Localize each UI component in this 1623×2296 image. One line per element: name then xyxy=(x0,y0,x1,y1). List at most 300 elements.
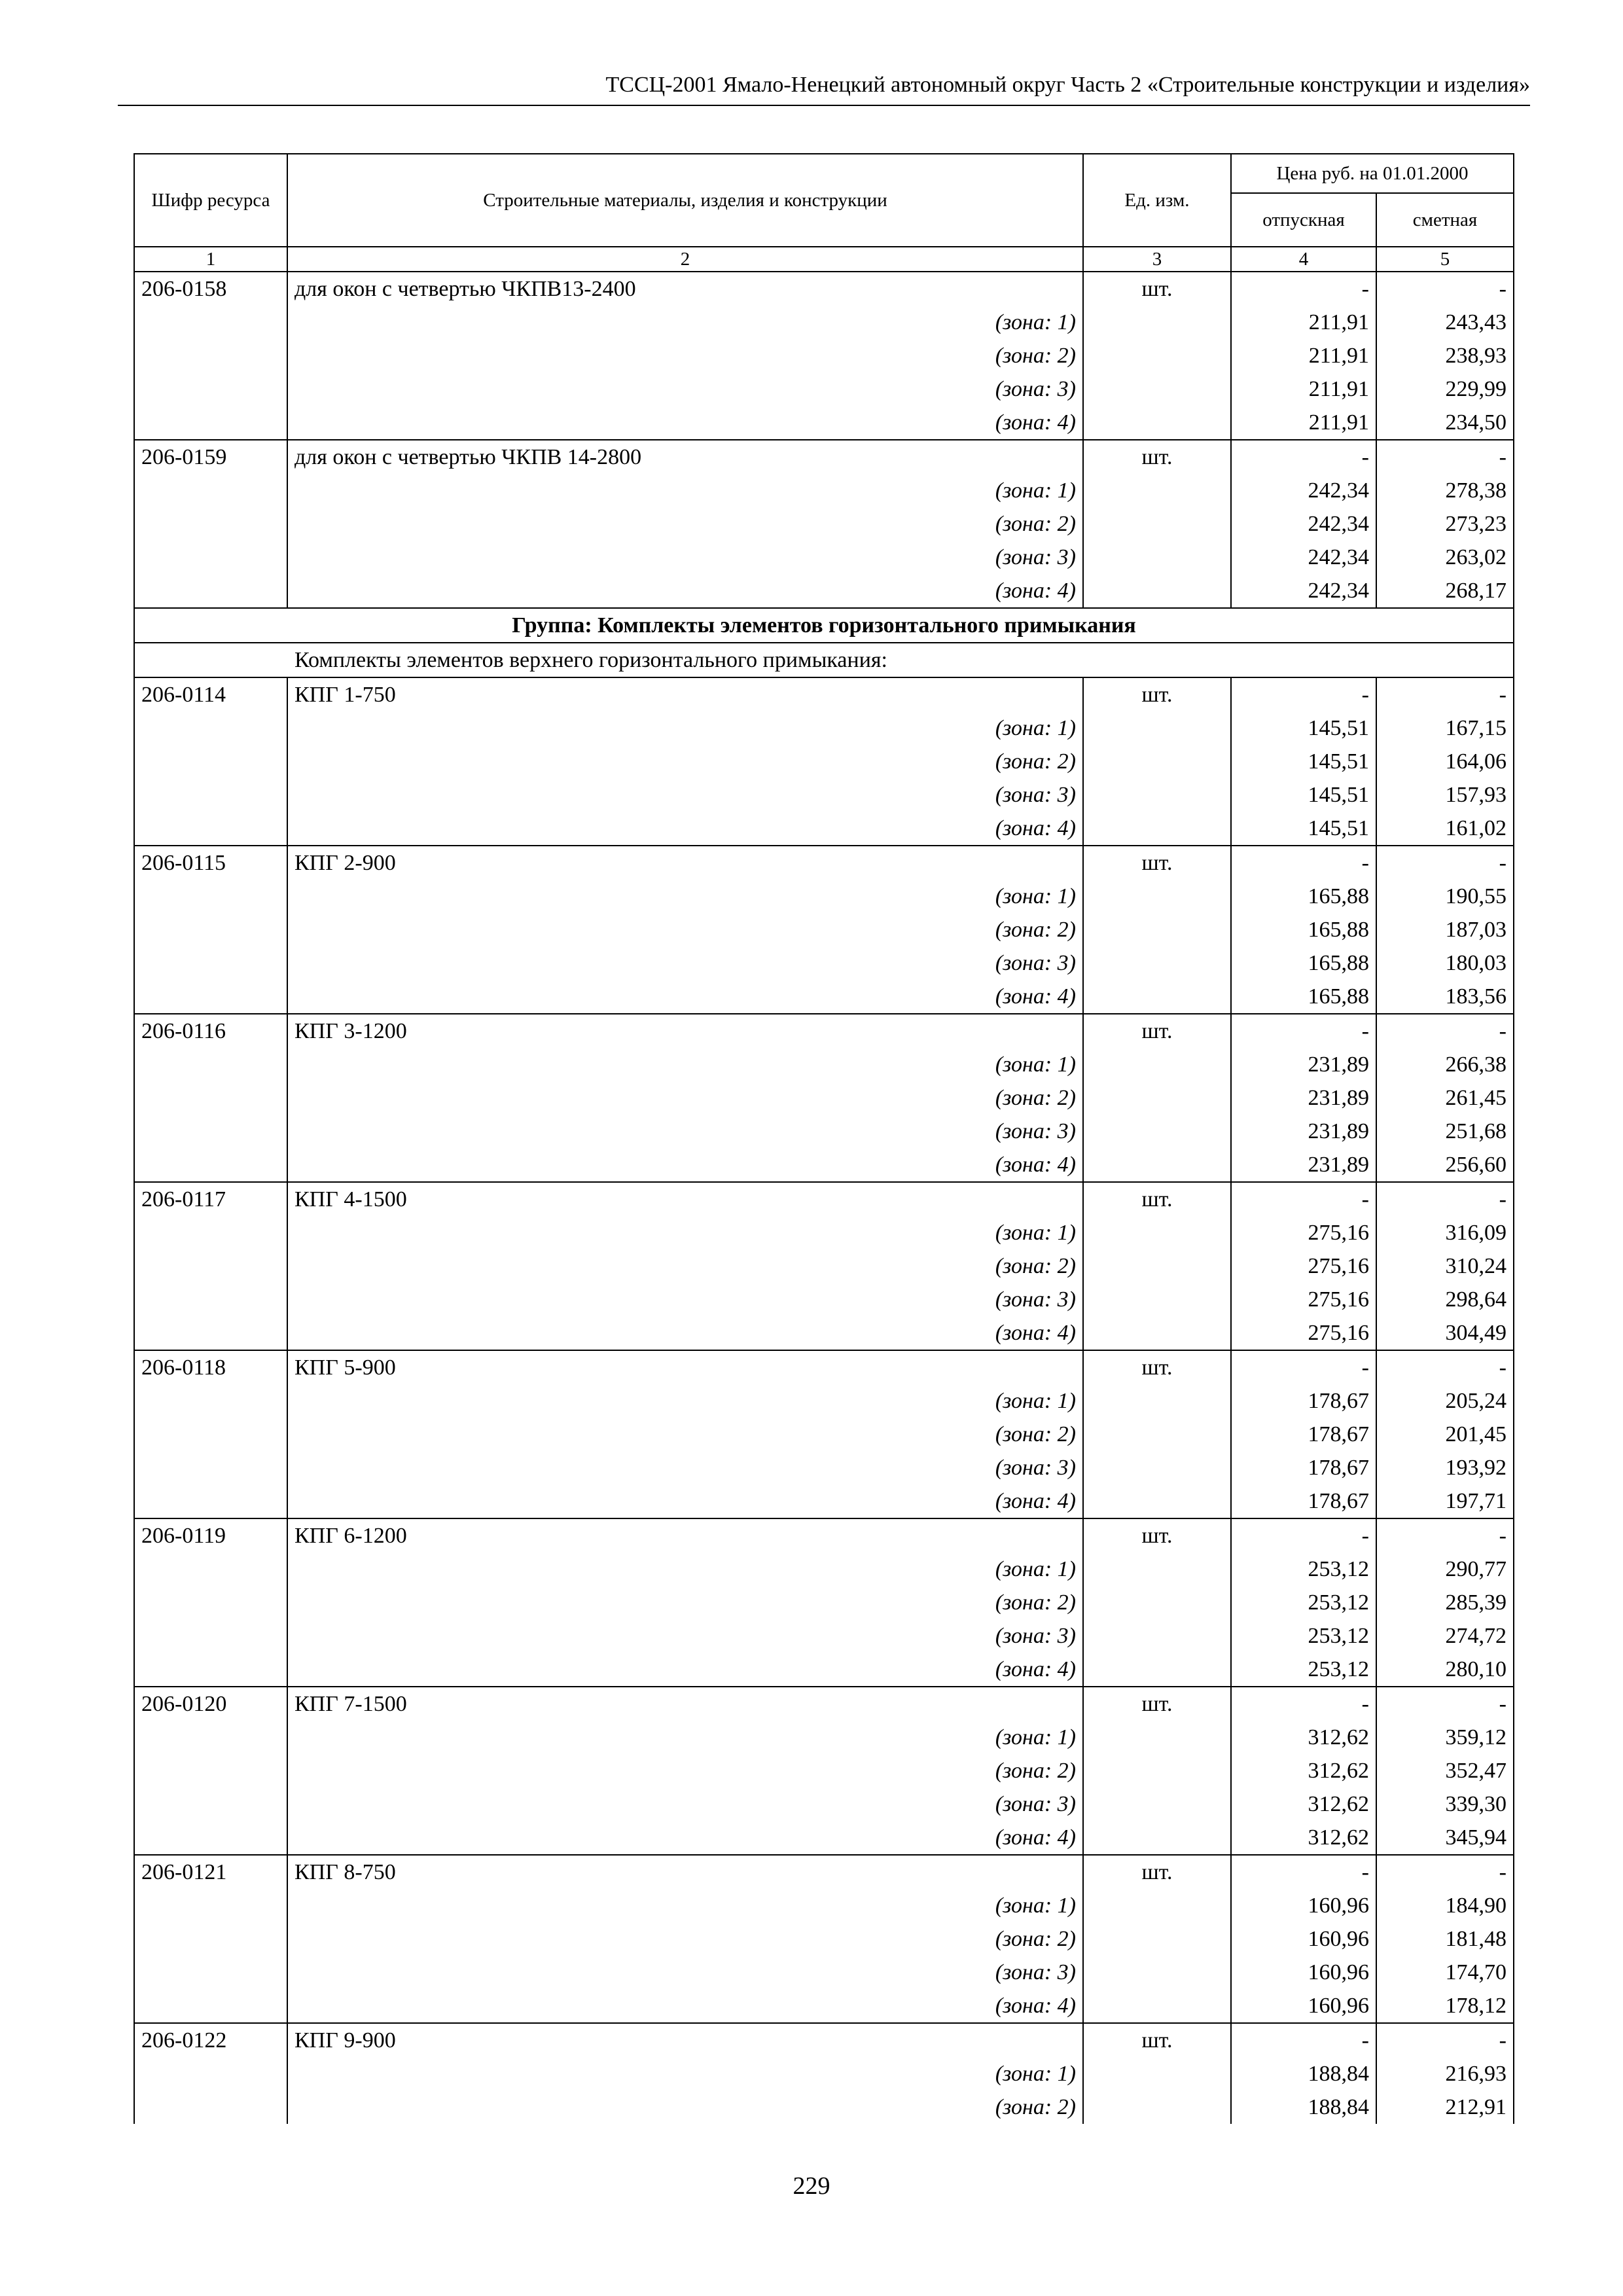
estimate-price: 190,55 xyxy=(1376,880,1514,913)
estimate-price: 256,60 xyxy=(1376,1148,1514,1182)
empty-cell xyxy=(134,1451,287,1484)
running-header: ТССЦ-2001 Ямало-Ненецкий автономный округ Часть 2 «Строительные конструкции и изделия» xyxy=(605,73,1530,97)
release-price: 242,34 xyxy=(1231,474,1376,507)
release-price: 145,51 xyxy=(1231,778,1376,812)
empty-cell xyxy=(134,913,287,946)
unit-cell: шт. xyxy=(1083,846,1231,880)
zone-row xyxy=(134,1418,1514,1451)
material-name: КПГ 1-750 xyxy=(287,677,1083,711)
col-header-code: Шифр ресурса xyxy=(134,154,287,247)
estimate-price: 261,45 xyxy=(1376,1081,1514,1115)
empty-cell xyxy=(134,574,287,608)
empty-cell xyxy=(1083,474,1231,507)
empty-cell xyxy=(1083,507,1231,541)
empty-cell xyxy=(1083,541,1231,574)
estimate-price: 193,92 xyxy=(1376,1451,1514,1484)
release-price: 275,16 xyxy=(1231,1216,1376,1249)
items-before-group xyxy=(134,272,1514,608)
release-price: 145,51 xyxy=(1231,745,1376,778)
empty-cell xyxy=(134,711,287,745)
zone-row xyxy=(134,812,1514,846)
estimate-price: 290,77 xyxy=(1376,1552,1514,1586)
zone-label: (зона: 1) xyxy=(287,1384,1083,1418)
estimate-price: - xyxy=(1376,846,1514,880)
table-row xyxy=(134,1855,1514,1889)
zone-row xyxy=(134,1922,1514,1956)
release-price: - xyxy=(1231,1687,1376,1721)
col-number: 3 xyxy=(1083,247,1231,272)
empty-cell xyxy=(134,1249,287,1283)
estimate-price: 157,93 xyxy=(1376,778,1514,812)
unit-cell: шт. xyxy=(1083,440,1231,474)
release-price: - xyxy=(1231,1350,1376,1384)
empty-cell xyxy=(1083,980,1231,1014)
empty-cell xyxy=(134,1989,287,2023)
empty-cell xyxy=(1083,1048,1231,1081)
empty-cell xyxy=(1083,913,1231,946)
estimate-price: 229,99 xyxy=(1376,372,1514,406)
zone-row xyxy=(134,711,1514,745)
resource-code: 206-0115 xyxy=(134,846,287,880)
col-number: 4 xyxy=(1231,247,1376,272)
resource-code: 206-0116 xyxy=(134,1014,287,1048)
empty-cell xyxy=(134,1384,287,1418)
zone-row xyxy=(134,1956,1514,1989)
zone-row xyxy=(134,1384,1514,1418)
zone-row xyxy=(134,1316,1514,1350)
release-price: 160,96 xyxy=(1231,1889,1376,1922)
zone-row xyxy=(134,1889,1514,1922)
empty-cell xyxy=(134,980,287,1014)
zone-row xyxy=(134,1552,1514,1586)
estimate-price: 238,93 xyxy=(1376,339,1514,372)
zone-label: (зона: 3) xyxy=(287,541,1083,574)
empty-cell xyxy=(134,474,287,507)
empty-cell xyxy=(134,306,287,339)
release-price: 145,51 xyxy=(1231,711,1376,745)
release-price: 253,12 xyxy=(1231,1653,1376,1687)
estimate-price: 316,09 xyxy=(1376,1216,1514,1249)
estimate-price: - xyxy=(1376,1350,1514,1384)
zone-row xyxy=(134,1249,1514,1283)
table-row xyxy=(134,272,1514,306)
empty-cell xyxy=(1083,1249,1231,1283)
zone-label: (зона: 2) xyxy=(287,913,1083,946)
zone-label: (зона: 4) xyxy=(287,980,1083,1014)
estimate-price: 298,64 xyxy=(1376,1283,1514,1316)
resource-code: 206-0121 xyxy=(134,1855,287,1889)
zone-label: (зона: 2) xyxy=(287,1249,1083,1283)
estimate-price: 278,38 xyxy=(1376,474,1514,507)
zone-label: (зона: 1) xyxy=(287,1216,1083,1249)
release-price: - xyxy=(1231,2023,1376,2057)
zone-label: (зона: 3) xyxy=(287,1283,1083,1316)
estimate-price: 164,06 xyxy=(1376,745,1514,778)
zone-label: (зона: 2) xyxy=(287,1081,1083,1115)
subgroup-title: Комплекты элементов верхнего горизонтального примыкания: xyxy=(134,643,1514,677)
material-name: для окон с четвертью ЧКПВ 14-2800 xyxy=(287,440,1083,474)
estimate-price: 243,43 xyxy=(1376,306,1514,339)
zone-label: (зона: 2) xyxy=(287,745,1083,778)
empty-cell xyxy=(134,812,287,846)
release-price: 242,34 xyxy=(1231,541,1376,574)
zone-row xyxy=(134,1081,1514,1115)
zone-label: (зона: 3) xyxy=(287,1787,1083,1821)
resource-code: 206-0120 xyxy=(134,1687,287,1721)
items-after-group xyxy=(134,677,1514,2124)
estimate-price: 197,71 xyxy=(1376,1484,1514,1518)
zone-row xyxy=(134,2090,1514,2124)
zone-label: (зона: 1) xyxy=(287,1552,1083,1586)
empty-cell xyxy=(134,1787,287,1821)
estimate-price: 345,94 xyxy=(1376,1821,1514,1855)
estimate-price: 212,91 xyxy=(1376,2090,1514,2124)
estimate-price: 310,24 xyxy=(1376,1249,1514,1283)
material-name: КПГ 5-900 xyxy=(287,1350,1083,1384)
release-price: 231,89 xyxy=(1231,1048,1376,1081)
release-price: 253,12 xyxy=(1231,1586,1376,1619)
empty-cell xyxy=(1083,1922,1231,1956)
estimate-price: 181,48 xyxy=(1376,1922,1514,1956)
empty-cell xyxy=(1083,946,1231,980)
release-price: 211,91 xyxy=(1231,372,1376,406)
estimate-price: 285,39 xyxy=(1376,1586,1514,1619)
unit-cell: шт. xyxy=(1083,1855,1231,1889)
resource-code: 206-0159 xyxy=(134,440,287,474)
release-price: 165,88 xyxy=(1231,946,1376,980)
release-price: - xyxy=(1231,1014,1376,1048)
zone-label: (зона: 4) xyxy=(287,406,1083,440)
zone-row xyxy=(134,1283,1514,1316)
release-price: - xyxy=(1231,1518,1376,1552)
estimate-price: 268,17 xyxy=(1376,574,1514,608)
zone-label: (зона: 1) xyxy=(287,880,1083,913)
release-price: 178,67 xyxy=(1231,1418,1376,1451)
release-price: 165,88 xyxy=(1231,913,1376,946)
empty-cell xyxy=(134,1754,287,1787)
page-number: 229 xyxy=(793,2172,830,2200)
empty-cell xyxy=(1083,2090,1231,2124)
empty-cell xyxy=(1083,1956,1231,1989)
release-price: 312,62 xyxy=(1231,1721,1376,1754)
zone-label: (зона: 1) xyxy=(287,711,1083,745)
col-number: 5 xyxy=(1376,247,1514,272)
estimate-price: 167,15 xyxy=(1376,711,1514,745)
empty-cell xyxy=(1083,778,1231,812)
empty-cell xyxy=(134,880,287,913)
zone-label: (зона: 2) xyxy=(287,2090,1083,2124)
resource-code: 206-0117 xyxy=(134,1182,287,1216)
release-price: 231,89 xyxy=(1231,1081,1376,1115)
empty-cell xyxy=(1083,406,1231,440)
estimate-price: 251,68 xyxy=(1376,1115,1514,1148)
estimate-price: 184,90 xyxy=(1376,1889,1514,1922)
empty-cell xyxy=(1083,1889,1231,1922)
zone-label: (зона: 3) xyxy=(287,372,1083,406)
estimate-price: - xyxy=(1376,1855,1514,1889)
release-price: 312,62 xyxy=(1231,1754,1376,1787)
empty-cell xyxy=(1083,1821,1231,1855)
release-price: 275,16 xyxy=(1231,1316,1376,1350)
unit-cell: шт. xyxy=(1083,1014,1231,1048)
zone-row xyxy=(134,306,1514,339)
zone-row xyxy=(134,946,1514,980)
estimate-price: 273,23 xyxy=(1376,507,1514,541)
zone-label: (зона: 2) xyxy=(287,1586,1083,1619)
zone-row xyxy=(134,1451,1514,1484)
table-row xyxy=(134,677,1514,711)
zone-row xyxy=(134,913,1514,946)
empty-cell xyxy=(1083,1754,1231,1787)
release-price: 211,91 xyxy=(1231,339,1376,372)
estimate-price: 280,10 xyxy=(1376,1653,1514,1687)
estimate-price: 263,02 xyxy=(1376,541,1514,574)
empty-cell xyxy=(134,507,287,541)
zone-label: (зона: 2) xyxy=(287,1922,1083,1956)
empty-cell xyxy=(134,1889,287,1922)
table-row xyxy=(134,1014,1514,1048)
zone-row xyxy=(134,1586,1514,1619)
header-rule xyxy=(118,105,1530,106)
table-row xyxy=(134,1687,1514,1721)
table-header xyxy=(134,154,1514,272)
empty-cell xyxy=(1083,812,1231,846)
estimate-price: 266,38 xyxy=(1376,1048,1514,1081)
empty-cell xyxy=(1083,1384,1231,1418)
zone-row xyxy=(134,1754,1514,1787)
empty-cell xyxy=(134,1484,287,1518)
estimate-price: 161,02 xyxy=(1376,812,1514,846)
zone-row xyxy=(134,574,1514,608)
empty-cell xyxy=(134,1552,287,1586)
zone-row xyxy=(134,339,1514,372)
zone-row xyxy=(134,1619,1514,1653)
release-price: 165,88 xyxy=(1231,980,1376,1014)
zone-row xyxy=(134,745,1514,778)
release-price: 312,62 xyxy=(1231,1821,1376,1855)
empty-cell xyxy=(1083,1484,1231,1518)
zone-label: (зона: 1) xyxy=(287,306,1083,339)
estimate-price: 180,03 xyxy=(1376,946,1514,980)
zone-row xyxy=(134,1821,1514,1855)
empty-cell xyxy=(1083,1653,1231,1687)
zone-label: (зона: 4) xyxy=(287,1316,1083,1350)
material-name: КПГ 3-1200 xyxy=(287,1014,1083,1048)
zone-row xyxy=(134,1787,1514,1821)
release-price: - xyxy=(1231,846,1376,880)
empty-cell xyxy=(1083,1283,1231,1316)
empty-cell xyxy=(134,1619,287,1653)
material-name: КПГ 7-1500 xyxy=(287,1687,1083,1721)
price-table xyxy=(134,153,1514,2124)
zone-label: (зона: 4) xyxy=(287,1653,1083,1687)
release-price: - xyxy=(1231,1182,1376,1216)
zone-label: (зона: 2) xyxy=(287,1754,1083,1787)
empty-cell xyxy=(134,745,287,778)
zone-row xyxy=(134,1484,1514,1518)
release-price: - xyxy=(1231,440,1376,474)
zone-label: (зона: 4) xyxy=(287,1821,1083,1855)
zone-label: (зона: 4) xyxy=(287,812,1083,846)
empty-cell xyxy=(1083,1451,1231,1484)
estimate-price: 274,72 xyxy=(1376,1619,1514,1653)
empty-cell xyxy=(134,2057,287,2090)
zone-label: (зона: 3) xyxy=(287,946,1083,980)
zone-row xyxy=(134,1115,1514,1148)
col-header-name: Строительные материалы, изделия и конструкции xyxy=(287,154,1083,247)
empty-cell xyxy=(134,1216,287,1249)
empty-cell xyxy=(1083,339,1231,372)
empty-cell xyxy=(134,1316,287,1350)
empty-cell xyxy=(1083,1148,1231,1182)
empty-cell xyxy=(1083,1989,1231,2023)
empty-cell xyxy=(134,1115,287,1148)
zone-label: (зона: 3) xyxy=(287,1451,1083,1484)
release-price: 211,91 xyxy=(1231,406,1376,440)
release-price: 312,62 xyxy=(1231,1787,1376,1821)
release-price: 178,67 xyxy=(1231,1451,1376,1484)
zone-row xyxy=(134,1148,1514,1182)
estimate-price: 339,30 xyxy=(1376,1787,1514,1821)
col-header-unit: Ед. изм. xyxy=(1083,154,1231,247)
empty-cell xyxy=(134,406,287,440)
empty-cell xyxy=(1083,574,1231,608)
col-header-price-release: отпускная xyxy=(1231,193,1376,247)
estimate-price: 216,93 xyxy=(1376,2057,1514,2090)
empty-cell xyxy=(134,2090,287,2124)
zone-row xyxy=(134,406,1514,440)
zone-row xyxy=(134,980,1514,1014)
zone-label: (зона: 1) xyxy=(287,2057,1083,2090)
resource-code: 206-0118 xyxy=(134,1350,287,1384)
material-name: КПГ 2-900 xyxy=(287,846,1083,880)
table-row xyxy=(134,1350,1514,1384)
empty-cell xyxy=(1083,711,1231,745)
estimate-price: 234,50 xyxy=(1376,406,1514,440)
release-price: 145,51 xyxy=(1231,812,1376,846)
zone-label: (зона: 3) xyxy=(287,1619,1083,1653)
estimate-price: 359,12 xyxy=(1376,1721,1514,1754)
release-price: 275,16 xyxy=(1231,1283,1376,1316)
empty-cell xyxy=(134,339,287,372)
empty-cell xyxy=(134,372,287,406)
empty-cell xyxy=(134,1721,287,1754)
empty-cell xyxy=(1083,1586,1231,1619)
estimate-price: 178,12 xyxy=(1376,1989,1514,2023)
group-section xyxy=(134,608,1514,677)
empty-cell xyxy=(134,778,287,812)
release-price: 211,91 xyxy=(1231,306,1376,339)
release-price: 242,34 xyxy=(1231,574,1376,608)
empty-cell xyxy=(1083,306,1231,339)
estimate-price: - xyxy=(1376,2023,1514,2057)
release-price: 178,67 xyxy=(1231,1384,1376,1418)
zone-row xyxy=(134,880,1514,913)
material-name: КПГ 4-1500 xyxy=(287,1182,1083,1216)
col-number: 2 xyxy=(287,247,1083,272)
release-price: 160,96 xyxy=(1231,1989,1376,2023)
col-header-price-estimate: сметная xyxy=(1376,193,1514,247)
zone-label: (зона: 4) xyxy=(287,574,1083,608)
empty-cell xyxy=(134,1081,287,1115)
zone-row xyxy=(134,1989,1514,2023)
zone-row xyxy=(134,474,1514,507)
release-price: 188,84 xyxy=(1231,2057,1376,2090)
empty-cell xyxy=(1083,1721,1231,1754)
empty-cell xyxy=(1083,880,1231,913)
material-name: для окон с четвертью ЧКПВ13-2400 xyxy=(287,272,1083,306)
estimate-price: - xyxy=(1376,440,1514,474)
zone-label: (зона: 3) xyxy=(287,1956,1083,1989)
estimate-price: - xyxy=(1376,272,1514,306)
release-price: 242,34 xyxy=(1231,507,1376,541)
group-title: Группа: Комплекты элементов горизонтального примыкания xyxy=(134,608,1514,643)
empty-cell xyxy=(1083,372,1231,406)
empty-cell xyxy=(134,1148,287,1182)
empty-cell xyxy=(1083,1216,1231,1249)
unit-cell: шт. xyxy=(1083,1182,1231,1216)
table-row xyxy=(134,440,1514,474)
zone-row xyxy=(134,372,1514,406)
empty-cell xyxy=(134,1418,287,1451)
empty-cell xyxy=(1083,1316,1231,1350)
zone-label: (зона: 3) xyxy=(287,778,1083,812)
empty-cell xyxy=(134,1956,287,1989)
table-row xyxy=(134,1182,1514,1216)
empty-cell xyxy=(134,946,287,980)
zone-row xyxy=(134,1216,1514,1249)
table-row xyxy=(134,846,1514,880)
empty-cell xyxy=(134,541,287,574)
table-row xyxy=(134,1518,1514,1552)
empty-cell xyxy=(134,1922,287,1956)
estimate-price: 183,56 xyxy=(1376,980,1514,1014)
zone-row xyxy=(134,1048,1514,1081)
empty-cell xyxy=(134,1048,287,1081)
empty-cell xyxy=(134,1586,287,1619)
material-name: КПГ 9-900 xyxy=(287,2023,1083,2057)
empty-cell xyxy=(134,1653,287,1687)
release-price: 160,96 xyxy=(1231,1956,1376,1989)
estimate-price: - xyxy=(1376,1687,1514,1721)
estimate-price: - xyxy=(1376,1014,1514,1048)
material-name: КПГ 8-750 xyxy=(287,1855,1083,1889)
resource-code: 206-0114 xyxy=(134,677,287,711)
empty-cell xyxy=(1083,1787,1231,1821)
release-price: 231,89 xyxy=(1231,1148,1376,1182)
release-price: 253,12 xyxy=(1231,1552,1376,1586)
zone-row xyxy=(134,1721,1514,1754)
estimate-price: - xyxy=(1376,1182,1514,1216)
estimate-price: 201,45 xyxy=(1376,1418,1514,1451)
release-price: 231,89 xyxy=(1231,1115,1376,1148)
zone-label: (зона: 2) xyxy=(287,339,1083,372)
material-name: КПГ 6-1200 xyxy=(287,1518,1083,1552)
release-price: - xyxy=(1231,677,1376,711)
resource-code: 206-0122 xyxy=(134,2023,287,2057)
release-price: 165,88 xyxy=(1231,880,1376,913)
estimate-price: 174,70 xyxy=(1376,1956,1514,1989)
zone-row xyxy=(134,507,1514,541)
empty-cell xyxy=(1083,1619,1231,1653)
empty-cell xyxy=(1083,745,1231,778)
empty-cell xyxy=(134,1283,287,1316)
zone-label: (зона: 2) xyxy=(287,1418,1083,1451)
zone-label: (зона: 1) xyxy=(287,1048,1083,1081)
zone-label: (зона: 2) xyxy=(287,507,1083,541)
release-price: 275,16 xyxy=(1231,1249,1376,1283)
empty-cell xyxy=(1083,1115,1231,1148)
